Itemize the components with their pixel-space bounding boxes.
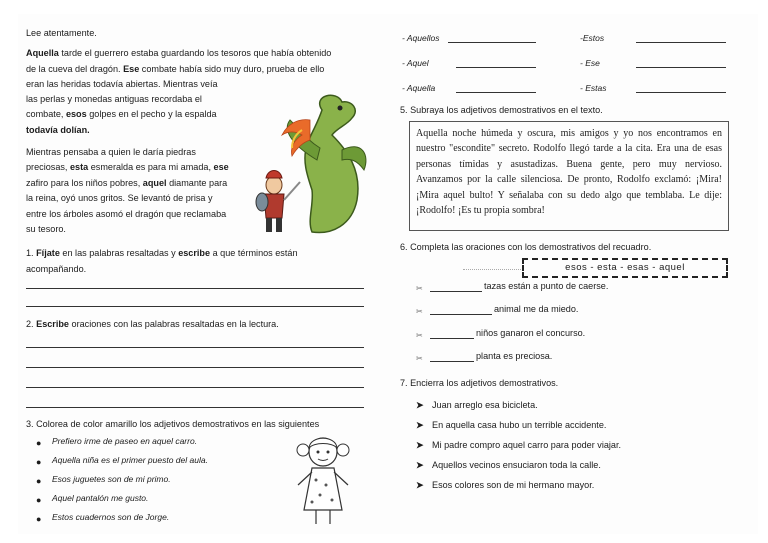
bullet-dot: ●: [36, 495, 42, 505]
reading-line: la reina, oyó unos gritos. Se levantó de prisa y: [26, 193, 213, 203]
bullet-dot: ●: [36, 457, 42, 467]
dragon-warrior-illustration: [252, 90, 372, 240]
reading-line: eran las heridas todavía abiertas. Mientras veía: [26, 79, 218, 89]
q7-item[interactable]: Mi padre compro aquel carro para poder viajar.: [432, 440, 622, 450]
answer-line[interactable]: [26, 367, 364, 368]
scissors-icon: ✂: [416, 307, 423, 316]
answer-blank[interactable]: [430, 283, 482, 292]
word-bank-box: esos - esta - esas - aquel: [522, 258, 728, 278]
question-7-prompt: 7. Encierra los adjetivos demostrativos.: [400, 378, 559, 388]
reading-line: preciosas, esta esmeralda es para mi amada, ese: [26, 162, 229, 172]
answer-blank[interactable]: [430, 306, 492, 315]
q4-right-word: - Estas: [580, 83, 607, 93]
bullet-dot: ●: [36, 438, 42, 448]
answer-line[interactable]: [636, 42, 726, 43]
q3-item[interactable]: Aquella niña es el primer puesto del aula.: [52, 455, 208, 465]
reading-line: Aquella tarde el guerrero estaba guardando los tesoros que había obtenido: [26, 48, 332, 58]
scissors-icon: ✂: [416, 354, 423, 363]
answer-line[interactable]: [26, 407, 364, 408]
q6-item: animal me da miedo.: [494, 304, 579, 314]
question-3-prompt: 3. Colorea de color amarillo los adjetivos demostrativos en las siguientes: [26, 419, 320, 429]
arrow-bullet-icon: ➤: [416, 480, 424, 490]
reading-line: entre los árboles asomó el dragón que reclamaba: [26, 209, 227, 219]
reading-line: todavía dolían.: [26, 125, 90, 135]
reading-line: su tesoro.: [26, 224, 66, 234]
answer-line[interactable]: [26, 347, 364, 348]
scissors-icon: ✂: [416, 284, 423, 293]
q3-item[interactable]: Estos cuadernos son de Jorge.: [52, 512, 170, 522]
q3-item[interactable]: Esos juguetes son de mi primo.: [52, 474, 171, 484]
question-1-prompt: 1. Fíjate en las palabras resaltadas y escribe a que términos están: [26, 248, 298, 258]
q4-right-word: - Ese: [580, 58, 600, 68]
bullet-dot: ●: [36, 514, 42, 524]
arrow-bullet-icon: ➤: [416, 460, 424, 470]
reading-line: combate, esos golpes en el pecho y la espalda: [26, 109, 217, 119]
answer-line[interactable]: [456, 92, 536, 93]
scissors-icon: ✂: [416, 331, 423, 340]
arrow-bullet-icon: ➤: [416, 440, 424, 450]
q7-item[interactable]: En aquella casa hubo un terrible accidente.: [432, 420, 607, 430]
q7-item[interactable]: Esos colores son de mi hermano mayor.: [432, 480, 595, 490]
answer-blank[interactable]: [430, 330, 474, 339]
q6-item: niños ganaron el concurso.: [476, 328, 586, 338]
reading-line: las perlas y monedas antiguas recordaba el: [26, 94, 202, 104]
reading-intro: Lee atentamente.: [26, 28, 97, 38]
question-2-prompt: 2. Escribe oraciones con las palabras resaltadas en la lectura.: [26, 319, 279, 329]
bullet-dot: ●: [36, 476, 42, 486]
divider: [463, 269, 523, 270]
reading-line: zafiro para los niños pobres, aquel diamante para: [26, 178, 228, 188]
answer-line[interactable]: [456, 67, 536, 68]
q4-left-word: - Aquella: [402, 83, 436, 93]
q6-item: tazas están a punto de caerse.: [484, 281, 609, 291]
q6-item: planta es preciosa.: [476, 351, 553, 361]
q4-left-word: - Aquellos: [402, 33, 440, 43]
q3-item[interactable]: Prefiero irme de paseo en aquel carro.: [52, 436, 198, 446]
q7-item[interactable]: Aquellos vecinos ensuciaron toda la calle.: [432, 460, 601, 470]
arrow-bullet-icon: ➤: [416, 400, 424, 410]
q7-item[interactable]: Juan arreglo esa bicicleta.: [432, 400, 538, 410]
arrow-bullet-icon: ➤: [416, 420, 424, 430]
q3-item[interactable]: Aquel pantalón me gusto.: [52, 493, 149, 503]
question-1-prompt-line2: acompañando.: [26, 264, 87, 274]
answer-line[interactable]: [448, 42, 536, 43]
answer-line[interactable]: [26, 387, 364, 388]
q5-story-box[interactable]: Aquella noche húmeda y oscura, mis amigos y yo nos encontramos en nuestro "escondite" secreto. Rodolfo llegó tarde a la cita. Era una de esas personas tímidas y asustadizas. Buena gente, pero muy nervioso. Avanzamos por la calle silenciosa. De pronto, Rodolfo exclamó: ¡Mira! ¡Mira aquel bulto! Y señalaba con su dedo algo que temblaba. Le dije: ¡Rodolfo! ¡Es tu propia sombra!: [409, 121, 729, 231]
answer-line[interactable]: [26, 306, 364, 307]
answer-line[interactable]: [636, 67, 726, 68]
reading-line: de la cueva del dragón. Ese combate había sido muy duro, prueba de ello: [26, 64, 325, 74]
reading-line: Mientras pensaba a quien le daría piedras: [26, 147, 196, 157]
answer-blank[interactable]: [430, 353, 474, 362]
q4-right-word: -Estos: [580, 33, 605, 43]
question-6-prompt: 6. Completa las oraciones con los demostrativos del recuadro.: [400, 242, 652, 252]
answer-line[interactable]: [26, 288, 364, 289]
question-5-prompt: 5. Subraya los adjetivos demostrativos en el texto.: [400, 105, 603, 115]
girl-illustration: [288, 430, 358, 530]
answer-line[interactable]: [636, 92, 726, 93]
q4-left-word: - Aquel: [402, 58, 429, 68]
